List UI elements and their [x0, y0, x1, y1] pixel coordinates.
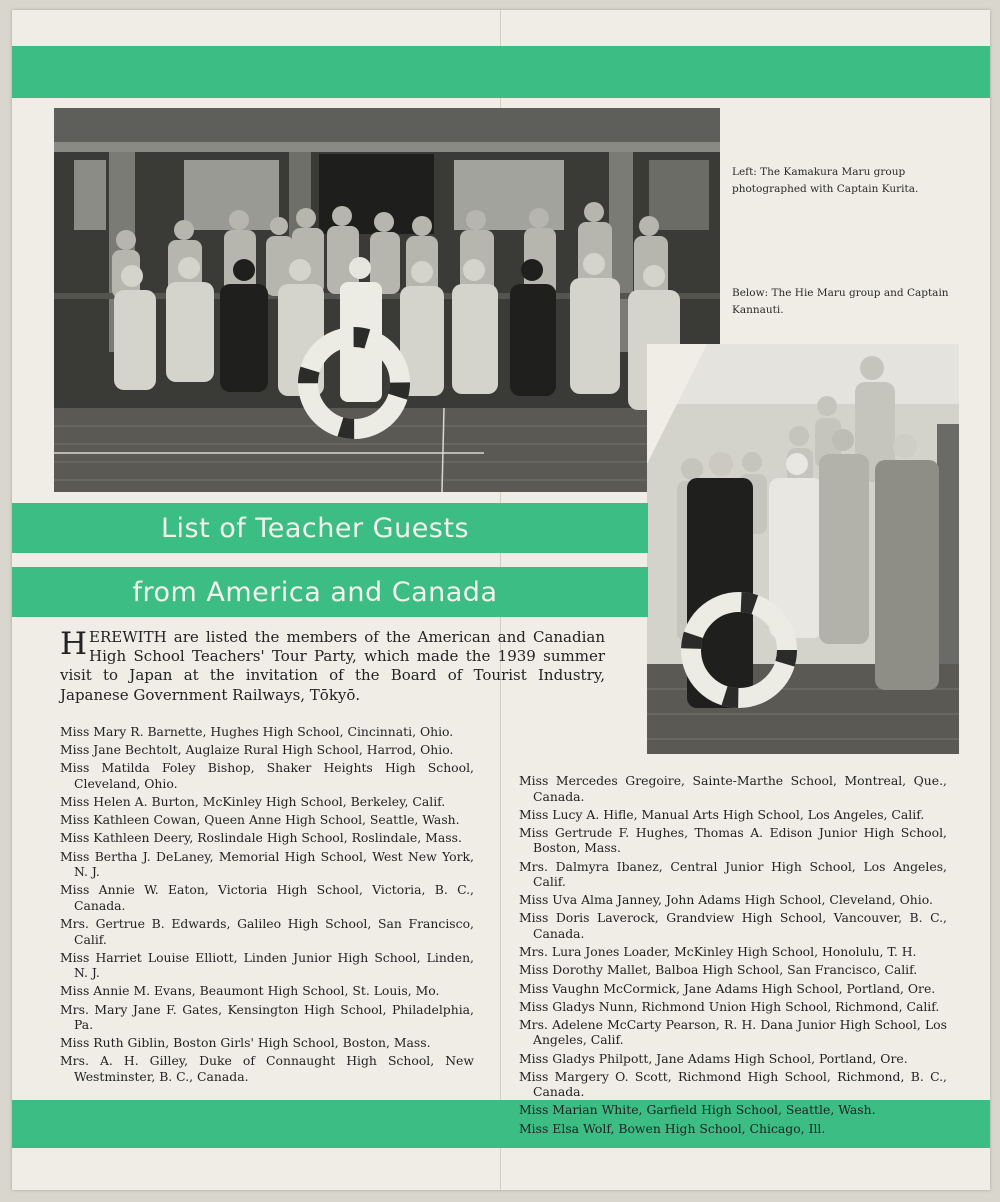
caption-below: Below: The Hie Maru group and Captain Kannauti.	[732, 287, 949, 316]
list-item: Mrs. Gertrue B. Edwards, Galileo High School, San Francisco, Calif.	[60, 916, 474, 947]
list-item: Miss Ruth Giblin, Boston Girls' High School, Boston, Mass.	[60, 1035, 431, 1051]
green-band-top	[12, 46, 990, 98]
title-bar-1	[12, 503, 648, 553]
guest-list-left	[60, 724, 474, 1087]
list-item: Miss Gladys Philpott, Jane Adams High School, Portland, Ore.	[519, 1050, 908, 1066]
list-item: Miss Jane Bechtolt, Auglaize Rural High School, Harrod, Ohio.	[60, 742, 454, 758]
list-item: Miss Helen A. Burton, McKinley High School, Berkeley, Calif.	[60, 794, 446, 810]
list-item: Mrs. A. H. Gilley, Duke of Connaught High School, New Westminster, B. C., Canada.	[60, 1053, 474, 1084]
caption-left: Left: The Kamakura Maru group photographed with Captain Kurita.	[732, 166, 919, 195]
list-item: Miss Annie W. Eaton, Victoria High School, Victoria, B. C., Canada.	[60, 882, 474, 913]
intro-text: EREWITH are listed the members of the American and Canadian High School Teachers' Tour Party, which made the 1939 summer visit to Japan at the invitation of the Board of Tourist Industry, Japanese Government Railways, Tōkyō.	[60, 628, 605, 704]
list-item: Miss Elsa Wolf, Bowen High School, Chicago, Ill.	[519, 1120, 826, 1136]
list-item: Miss Annie M. Evans, Beaumont High School, St. Louis, Mo.	[60, 983, 440, 999]
list-item: Miss Dorothy Mallet, Balboa High School, San Francisco, Calif.	[519, 962, 918, 978]
drop-cap: H	[60, 626, 88, 662]
list-item: Miss Matilda Foley Bishop, Shaker Heights High School, Cleveland, Ohio.	[60, 760, 474, 791]
list-item: Miss Uva Alma Janney, John Adams High School, Cleveland, Ohio.	[519, 892, 933, 908]
title-bar-2	[12, 567, 648, 617]
page-title-line-1: List of Teacher Guests	[160, 512, 470, 544]
list-item: Miss Vaughn McCormick, Jane Adams High School, Portland, Ore.	[519, 980, 936, 996]
list-item: Miss Mary R. Barnette, Hughes High School, Cincinnati, Ohio.	[60, 724, 454, 739]
list-item: Miss Mercedes Gregoire, Sainte-Marthe School, Montreal, Que., Canada.	[519, 773, 947, 804]
list-item: Miss Gladys Nunn, Richmond Union High School, Richmond, Calif.	[519, 998, 940, 1014]
list-item: Miss Lucy A. Hifle, Manual Arts High School, Los Angeles, Calif.	[519, 806, 925, 822]
page-title-line-2: from America and Canada	[132, 576, 498, 608]
list-item: Miss Harriet Louise Elliott, Linden Junior High School, Linden, N. J.	[60, 949, 474, 981]
list-item: Miss Marian White, Garfield High School, Seattle, Wash.	[519, 1102, 876, 1118]
intro-paragraph	[60, 628, 605, 705]
guest-list-right	[519, 773, 947, 1139]
list-item: Miss Kathleen Deery, Roslindale High School, Roslindale, Mass.	[60, 830, 462, 846]
list-item: Miss Margery O. Scott, Richmond High School, Richmond, B. C., Canada.	[519, 1068, 947, 1100]
list-item: Miss Gertrude F. Hughes, Thomas A. Edison Junior High School, Boston, Mass.	[519, 824, 947, 856]
list-item: Mrs. Lura Jones Loader, McKinley High School, Honolulu, T. H.	[519, 944, 917, 960]
list-item: Miss Doris Laverock, Grandview High School, Vancouver, B. C., Canada.	[519, 910, 947, 941]
list-item: Miss Bertha J. DeLaney, Memorial High School, West New York, N. J.	[60, 848, 474, 880]
hie-maru-group-photo	[647, 344, 959, 754]
list-item: Mrs. Adelene McCarty Pearson, R. H. Dana Junior High School, Los Angeles, Calif.	[519, 1016, 947, 1048]
list-item: Mrs. Dalmyra Ibanez, Central Junior High School, Los Angeles, Calif.	[519, 858, 947, 890]
list-item: Miss Kathleen Cowan, Queen Anne High School, Seattle, Wash.	[60, 812, 460, 828]
kamakura-maru-group-photo	[54, 108, 720, 492]
list-item: Mrs. Mary Jane F. Gates, Kensington High School, Philadelphia, Pa.	[60, 1001, 474, 1033]
